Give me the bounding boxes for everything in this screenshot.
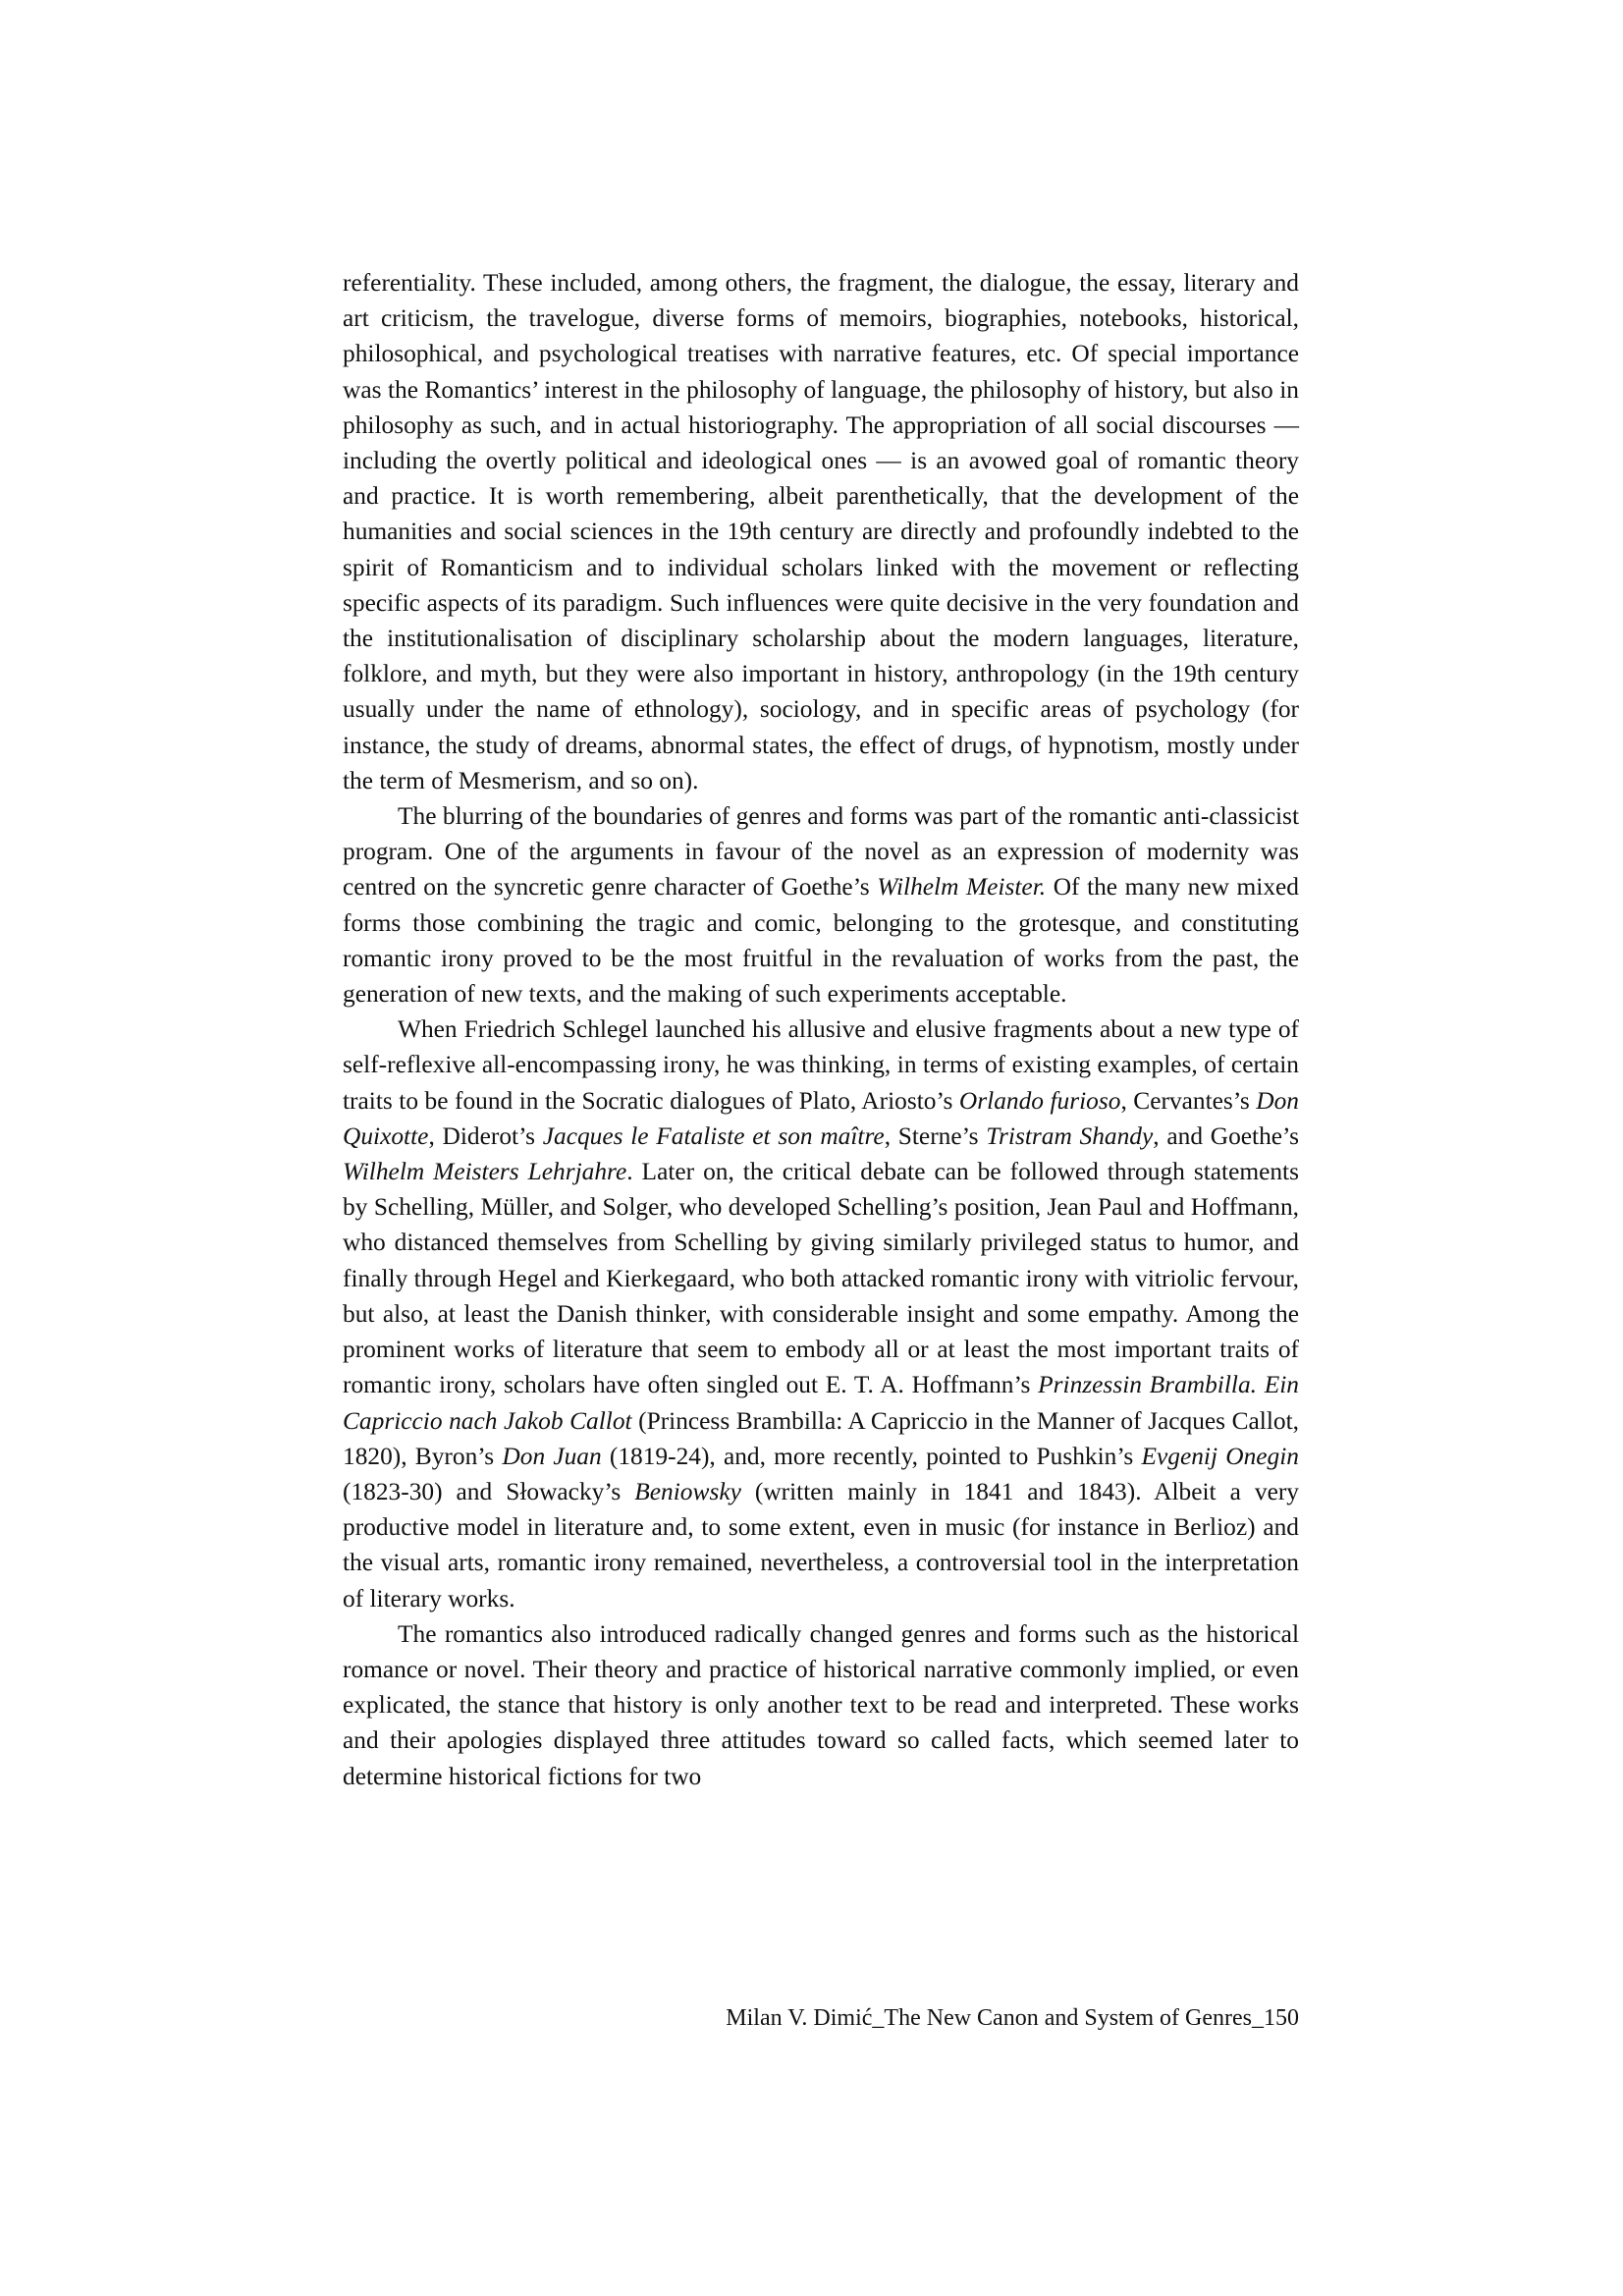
text-run: , Sterne’s xyxy=(884,1121,987,1150)
paragraph xyxy=(343,265,1299,798)
text-run: Of the many new mixed forms those combining the tragic and comic, belonging to the grotesque, and constituting romantic irony proved to be the most fruitful in the revaluation of works from the past, the generation of new texts, and the making of such experiments acceptable. xyxy=(343,873,1300,1009)
text-run: (1819-24), and, more recently, pointed to Pushkin’s xyxy=(601,1442,1142,1470)
text-run: , Cervantes’s xyxy=(1120,1086,1257,1115)
paragraph xyxy=(343,798,1299,1011)
text-run: (1823-30) and Słowacky’s xyxy=(343,1477,635,1505)
text-run: (written mainly in 1841 and 1843). Albeit a very productive model in literature and, to some extent, even in music (for instance in Berlioz) and the visual arts, romantic irony remained, nevertheless, a controversial tool in the interpretation of literary works. xyxy=(343,1477,1300,1613)
italic-title: Wilhelm Meisters Lehrjahre xyxy=(343,1158,627,1186)
italic-title: Orlando furioso xyxy=(958,1086,1121,1115)
text-run: referentiality. These included, among others, the fragment, the dialogue, the essay, literary and art criticism, the travelogue, diverse forms of memoirs, biographies, notebooks, historical, philosophical, and psychological treatises with narrative features, etc. Of special importance was the Romantics’ interest in the philosophy of language, the philosophy of history, but also in philosophy as such, and in actual historiography. The appropriation of all social discourses — including the overtly political and ideological ones — is an avowed goal of romantic theory and practice. It is worth remembering, albeit parenthetically, that the development of the humanities and social sciences in the 19th century are directly and profoundly indebted to the spirit of Romanticism and to individual scholars linked with the movement or reflecting specific aspects of its paradigm. Such influences were quite decisive in the very foundation and the institutionalisation of disciplinary scholarship about the modern languages, literature, folklore, and myth, but they were also important in history, anthropology (in the 19th century usually under the name of ethnology), sociology, and in specific areas of psychology (for instance, the study of dreams, abnormal states, the effect of drugs, of hypnotism, mostly under the term of Mesmerism, and so on). xyxy=(343,269,1299,794)
body-text xyxy=(343,265,1299,1794)
italic-title: Wilhelm Meister. xyxy=(877,873,1047,902)
paragraph xyxy=(343,1616,1299,1794)
italic-title: Jacques le Fataliste et son maître xyxy=(542,1121,885,1150)
paragraph xyxy=(343,1011,1299,1615)
italic-title: Tristram Shandy xyxy=(986,1121,1154,1150)
italic-title: Beniowsky xyxy=(634,1477,741,1505)
text-run: , and Goethe’s xyxy=(1153,1121,1299,1150)
text-run: The blurring of the boundaries of genres and forms was part of the romantic anti-classicist program. One of the arguments in favour of the novel as an expression of modernity was centred on the syncretic genre character of Goethe’s xyxy=(343,802,1299,902)
italic-title: Prinzessin Brambilla. Ein Capriccio nach Jakob Callot xyxy=(343,1371,1299,1435)
running-footer: Milan V. Dimić_The New Canon and System of Genres_150 xyxy=(726,2005,1299,2031)
text-run: The romantics also introduced radically changed genres and forms such as the historical romance or novel. Their theory and practice of historical narrative commonly implied, or even explicated, the stance that history is only another text to be read and interpreted. These works and their apologies displayed three attitudes toward so called facts, which seemed later to determine historical fictions for two xyxy=(343,1619,1299,1790)
italic-title: Don Quixotte xyxy=(343,1086,1299,1150)
text-run: (Princess Brambilla: A Capriccio in the Manner of Jacques Callot, 1820), Byron’s xyxy=(343,1406,1299,1470)
italic-title: Evgenij Onegin xyxy=(1141,1442,1299,1470)
text-run: , Diderot’s xyxy=(428,1121,543,1150)
text-run: When Friedrich Schlegel launched his allusive and elusive fragments about a new type of self-reflexive all-encompassing irony, he was thinking, in terms of existing examples, of certain traits to be found in the Socratic dialogues of Plato, Ariosto’s xyxy=(343,1015,1299,1115)
text-run: . Later on, the critical debate can be followed through statements by Schelling, Müller, and Solger, who developed Schelling’s position, Jean Paul and Hoffmann, who distanced themselves from Schelling by giving similarly privileged status to humor, and finally through Hegel and Kierkegaard, who both attacked romantic irony with vitriolic fervour, but also, at least the Danish thinker, with considerable insight and some empathy. Among the prominent works of literature that seem to embody all or at least the most important traits of romantic irony, scholars have often singled out E. T. A. Hoffmann’s xyxy=(343,1158,1299,1399)
italic-title: Don Juan xyxy=(502,1442,602,1470)
